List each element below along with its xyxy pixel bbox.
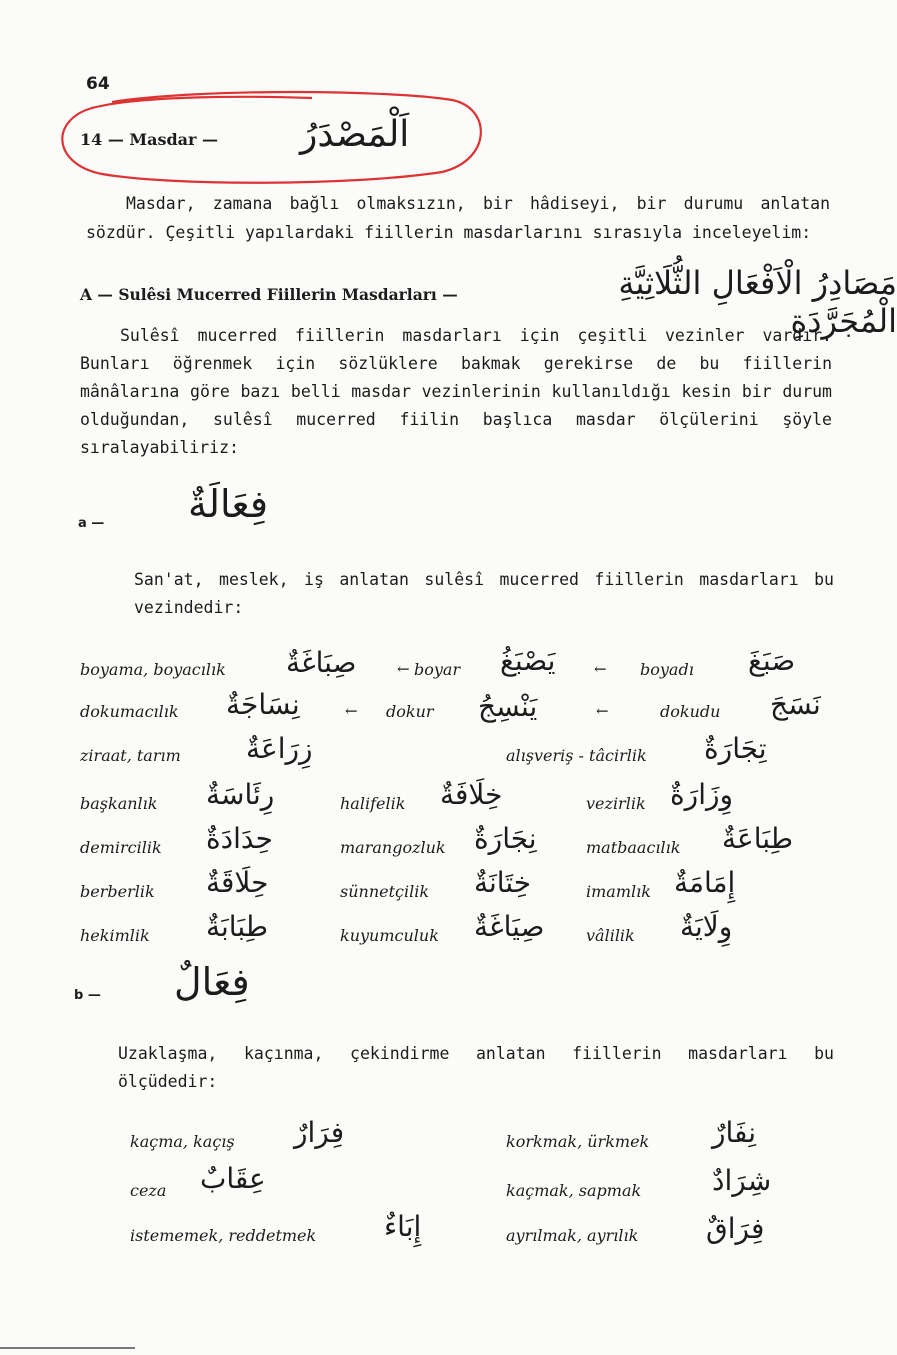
meaning: hekimlik <box>80 926 150 945</box>
arabic-word: رِئَاسَةٌ <box>206 778 275 811</box>
meaning: kaçma, kaçış <box>130 1132 235 1151</box>
meaning: sünnetçilik <box>340 882 430 901</box>
arabic-word: نِفَارٌ <box>712 1116 757 1149</box>
meaning: imamlık <box>586 882 651 901</box>
heading-arabic: اَلْمَصْدَرُ <box>300 114 410 155</box>
arabic-word: طِبَابَةٌ <box>206 910 269 943</box>
arrow-icon: ← <box>345 702 358 720</box>
meaning: marangozluk <box>340 838 446 857</box>
meaning: istememek, reddetmek <box>130 1226 317 1245</box>
arabic-word: حِدَادَةٌ <box>206 822 273 855</box>
meaning: kuyumculuk <box>340 926 439 945</box>
arabic-word: عِقَابٌ <box>200 1162 266 1195</box>
meaning: ayrılmak, ayrılık <box>506 1226 639 1245</box>
pattern-b-label: b — <box>74 988 101 1003</box>
pattern-b-arabic: فِعَالٌ <box>174 960 250 1004</box>
arabic-word: صَبَغَ <box>748 644 796 677</box>
arabic-word: إِمَامَةٌ <box>674 866 736 899</box>
page-number: 64 <box>86 74 110 94</box>
section-a-title: A — Sulêsi Mucerred Fiillerin Masdarları — <box>80 285 458 304</box>
meaning: matbaacılık <box>586 838 681 857</box>
intro-paragraph: Masdar, zamana bağlı olmaksızın, bir hâdiseyi, bir durumu anlatan sözdür. Çeşitli yapılardaki fiillerin masdarlarını sırasıyla inceleyelim: <box>86 194 830 242</box>
arrow-icon: ← <box>397 660 410 678</box>
arabic-word: نِسَاجَةٌ <box>226 688 300 721</box>
arabic-word: تِجَارَةٌ <box>704 732 767 765</box>
meaning: ziraat, tarım <box>80 746 181 765</box>
meaning: demircilik <box>80 838 162 857</box>
meaning: boyama, boyacılık <box>80 660 226 679</box>
arabic-word: زِرَاعَةٌ <box>246 732 313 765</box>
meaning: korkmak, ürkmek <box>506 1132 650 1151</box>
section-a-arabic: مَصَادِرُ الْاَفْعَالِ الثُّلَاثِيَّةِ الْمُجَرَّدَةِ <box>618 264 897 340</box>
arabic-word: فِرَارٌ <box>294 1116 345 1149</box>
arabic-word: خِلَافَةٌ <box>440 778 503 811</box>
section-heading: 14 — Masdar — <box>80 130 219 149</box>
pattern-a-label: a — <box>78 516 105 531</box>
meaning: berberlik <box>80 882 155 901</box>
meaning: dokur <box>386 702 434 721</box>
arabic-word: خِتَانَةٌ <box>474 866 532 899</box>
meaning: halifelik <box>340 794 406 813</box>
meaning: boyar <box>414 660 461 679</box>
bottom-rule <box>0 1347 135 1349</box>
arabic-word: صِبَاغَةٌ <box>286 646 357 679</box>
arrow-icon: ← <box>596 702 609 720</box>
arabic-word: طِبَاعَةٌ <box>722 822 793 855</box>
meaning: başkanlık <box>80 794 158 813</box>
meaning: kaçmak, sapmak <box>506 1181 642 1200</box>
pattern-a-text: San'at, meslek, iş anlatan sulêsî mucerred fiillerin masdarları bu vezindedir: <box>134 570 834 617</box>
arabic-word: حِلَاقَةٌ <box>206 866 269 899</box>
pattern-b-text: Uzaklaşma, kaçınma, çekindirme anlatan fiillerin masdarları bu ölçüdedir: <box>118 1044 834 1091</box>
meaning: boyadı <box>640 660 694 679</box>
arabic-word: نَسَجَ <box>770 688 821 721</box>
arrow-icon: ← <box>594 660 607 678</box>
arabic-word: يَصْبَغُ <box>500 644 556 677</box>
arabic-word: فِرَاقٌ <box>706 1212 765 1245</box>
meaning: dokumacılık <box>80 702 179 721</box>
section-a-paragraph: Sulêsî mucerred fiillerin masdarları için çeşitli vezinler vardır. Bunları öğrenmek için sözlüklere bakmak gerekirse de bu fiillerin mânâlarına göre bazı belli masdar vezinlerinin kullanıldığı kesin bir durum olduğundan, sulêsî mucerred fiilin başlıca masdar ölçülerini şöyle sıralayabiliriz: <box>80 326 832 457</box>
pattern-a-arabic: فِعَالَةٌ <box>188 482 269 526</box>
arabic-word: صِيَاغَةٌ <box>474 910 545 943</box>
arabic-word: إِبَاءٌ <box>384 1210 422 1243</box>
arabic-word: نِجَارَةٌ <box>474 822 537 855</box>
arabic-word: وِلَايَةٌ <box>680 910 733 943</box>
arabic-word: وِزَارَةٌ <box>670 778 734 811</box>
meaning: ceza <box>130 1181 167 1200</box>
meaning: vâlilik <box>586 926 635 945</box>
arabic-word: شِرَادٌ <box>712 1164 772 1197</box>
meaning: alışveriş - tâcirlik <box>506 746 647 765</box>
meaning: dokudu <box>660 702 721 721</box>
arabic-word: يَنْسِجُ <box>478 690 538 723</box>
meaning: vezirlik <box>586 794 646 813</box>
